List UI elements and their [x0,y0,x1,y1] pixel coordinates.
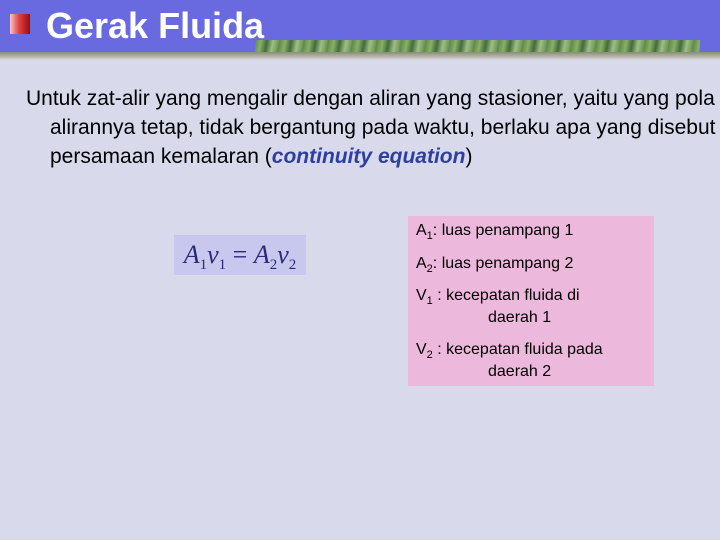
formula-v1-sub: 1 [218,257,227,274]
legend-v1-text: : kecepatan fluida di [432,287,580,304]
legend-line-a2 [416,254,573,279]
legend-a1-symbol: A [416,222,427,239]
continuity-formula [174,235,306,275]
body-close-text: ) [465,145,473,168]
legend-a1-text: : luas penampang 1 [432,222,574,239]
legend-v2-symbol: V [416,341,427,358]
legend-a2-sub: 2 [426,263,433,276]
legend-box [408,216,654,386]
body-paragraph [26,84,720,171]
legend-a1-sub: 1 [426,230,433,243]
legend-v1-continuation: daerah 1 [488,309,552,326]
formula-a2-sub: 2 [269,257,278,274]
legend-v2-sub: 2 [426,349,433,362]
body-emphasis-text: continuity equation [271,145,466,168]
title-rule [0,52,720,60]
legend-v1-symbol: V [416,287,427,304]
body-main-text: Untuk zat-alir yang mengalir dengan aliran yang stasioner, yaitu yang pola alirannya tetap, tidak bergantung pada waktu, berlaku apa yang disebut persamaan kemalaran ( [26,87,716,168]
formula-v2-sub: 2 [288,257,297,274]
legend-a2-symbol: A [416,255,427,272]
formula-a2: A [253,240,270,269]
slide-title: Gerak Fluida [46,5,265,46]
formula-a1: A [183,240,200,269]
legend-a2-text: : luas penampang 2 [432,255,574,272]
formula-a1-sub: 1 [199,257,208,274]
formula-v1: v [207,240,219,269]
legend-v1-sub: 1 [426,295,433,308]
legend-v2-continuation: daerah 2 [488,363,552,380]
formula-equals: = [226,240,254,269]
formula-v2: v [277,240,289,269]
legend-v2-text: : kecepatan fluida pada [432,341,603,358]
title-bullet-icon [10,14,30,34]
legend-line-a1 [416,221,573,246]
